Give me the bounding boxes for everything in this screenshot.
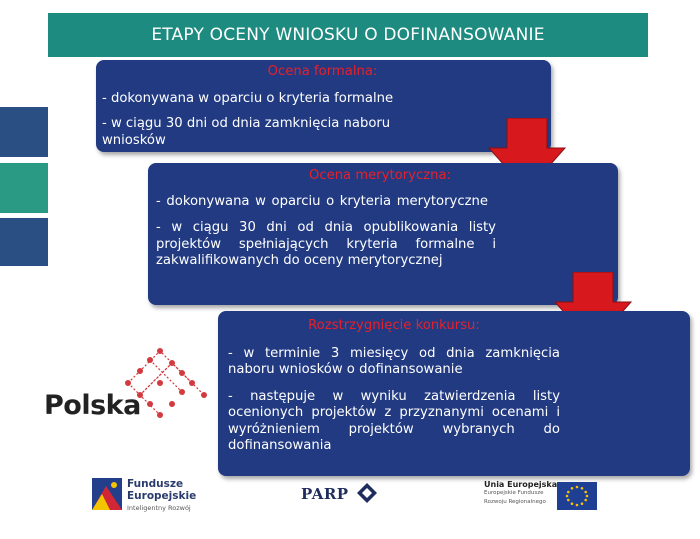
- ue-line1: Unia Europejska: [484, 480, 558, 489]
- fundusze-flag-icon: [90, 476, 124, 512]
- fundusze-sub: Inteligentny Rozwój: [127, 504, 191, 512]
- polska-logo-text: Polska: [44, 390, 141, 421]
- slide-title: ETAPY OCENY WNIOSKU O DOFINANSOWANIE: [48, 13, 648, 57]
- side-block-blue-1: [0, 107, 48, 157]
- side-block-blue-2: [0, 218, 48, 266]
- fundusze-line1: Fundusze: [127, 478, 184, 490]
- fundusze-logo-text: [127, 478, 196, 514]
- stage-formal-box: [96, 60, 551, 152]
- stage-decision-title: Rozstrzygnięcie konkursu:: [308, 318, 480, 333]
- stage-formal-title: Ocena formalna:: [267, 64, 378, 79]
- ue-sub2: Rozwoju Regionalnego: [484, 499, 546, 505]
- ue-sub1: Europejskie Fundusze: [484, 490, 544, 496]
- stage-formal-line-2: - w ciągu 30 dni od dnia zamknięcia naboru wniosków: [102, 116, 391, 148]
- stage-merit-line-2: - w ciągu 30 dni od dnia opublikowania listy projektów spełniających kryteria formalne i zakwalifikowanych do oceny merytorycznej: [156, 220, 496, 268]
- eu-flag-icon: [557, 482, 597, 510]
- stage-merit-line-1: - dokonywana w oparciu o kryteria merytoryczne: [156, 193, 488, 209]
- ue-logo-text: [484, 480, 557, 507]
- stage-merit-title: Ocena merytoryczna:: [308, 168, 452, 183]
- stage-formal-line-1: - dokonywana w oparciu o kryteria formalne: [102, 90, 394, 106]
- side-block-teal: [0, 163, 48, 213]
- stage-merit-box: [148, 163, 618, 305]
- stage-decision-box: [218, 311, 690, 476]
- parp-logo-icon: [356, 482, 378, 504]
- parp-logo-text: PARP: [301, 485, 349, 503]
- stage-decision-line-2: - następuje w wyniku zatwierdzenia listy ocenionych projektów z przyznanymi ocenami i wyróżnieniem projektów wybranych do dofinansowania: [228, 388, 560, 453]
- stage-decision-line-1: - w terminie 3 miesięcy od dnia zamknięcia naboru wniosków o dofinansowanie: [228, 345, 560, 377]
- fundusze-line2: Europejskie: [127, 490, 197, 502]
